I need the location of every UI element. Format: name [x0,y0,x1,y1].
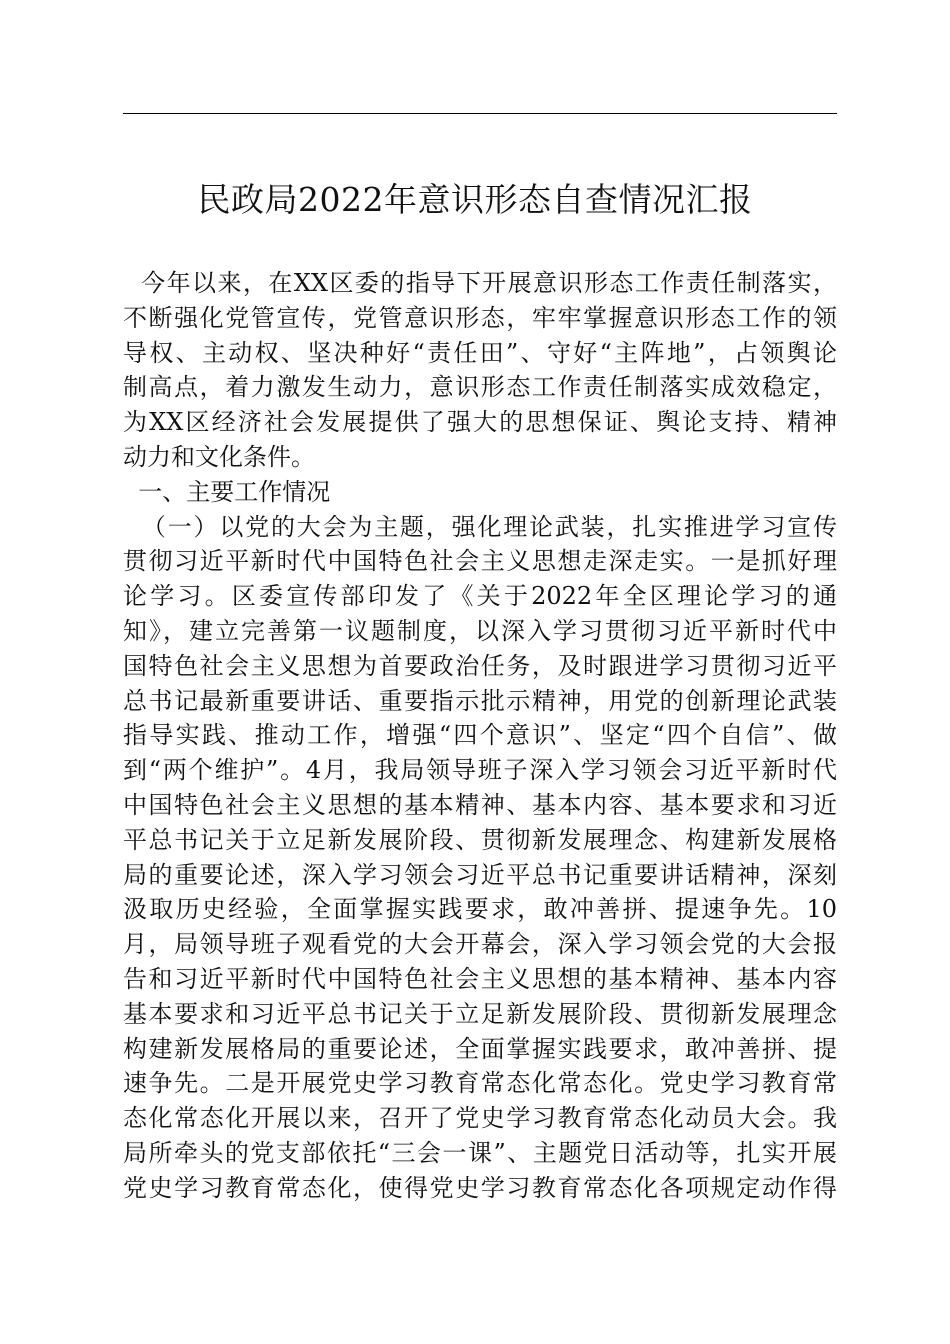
body-line: 态化常态化开展以来，召开了党史学习教育常态化动员大会。我 [123,1104,837,1133]
body-line: 构建新发展格局的重要论述，全面掌握实践要求，敢冲善拼、提 [123,1034,837,1063]
body-line: 月，局领导班子观看党的大会开幕会，深入学习领会党的大会报 [123,930,837,959]
body-line: 制高点，着力激发生动力，意识形态工作责任制落实成效稳定， [123,373,837,402]
body-line: 基本要求和习近平总书记关于立足新发展阶段、贯彻新发展理念 [123,999,837,1028]
body-line: 导权、主动权、坚决种好“责任田”、守好“主阵地”，占领舆论 [123,338,837,367]
body-line: 中国特色社会主义思想的基本精神、基本内容、基本要求和习近 [123,790,837,819]
body-line: 总书记最新重要讲话、重要指示批示精神，用党的创新理论武装 [123,686,837,715]
body-line: 局的重要论述，深入学习领会习近平总书记重要讲话精神，深刻 [123,860,837,889]
body-line: 不断强化党管宣传，党管意识形态，牢牢掌握意识形态工作的领 [123,303,837,332]
header-rule [123,113,837,114]
body-line: 论学习。区委宣传部印发了《关于2022年全区理论学习的通 [123,582,837,611]
document-body [123,266,837,1206]
body-line: 局所牵头的党支部依托“三会一课”、主题党日活动等，扎实开展 [123,1138,837,1167]
body-line: 知》，建立完善第一议题制度，以深入学习贯彻习近平新时代中 [123,616,837,645]
body-line: 国特色社会主义思想为首要政治任务，及时跟进学习贯彻习近平 [123,651,837,680]
body-line: 党史学习教育常态化，使得党史学习教育常态化各项规定动作得 [123,1173,837,1202]
body-line: 今年以来，在XX区委的指导下开展意识形态工作责任制落实， [123,269,837,297]
body-line: 速争先。二是开展党史学习教育常态化常态化。党史学习教育常 [123,1069,837,1098]
document-title: 民政局2022年意识形态自查情况汇报 [197,180,753,219]
body-line: 平总书记关于立足新发展阶段、贯彻新发展理念、构建新发展格 [123,825,837,854]
body-line: （一）以党的大会为主题，强化理论武装，扎实推进学习宣传 [123,512,837,541]
body-line: 指导实践、推动工作，增强“四个意识”、坚定“四个自信”、做 [123,721,837,750]
body-line: 贯彻习近平新时代中国特色社会主义思想走深走实。一是抓好理 [123,547,837,576]
body-line: 为XX区经济社会发展提供了强大的思想保证、舆论支持、精神 [123,408,837,437]
body-line: 动力和文化条件。 [123,442,315,471]
body-line: 一、主要工作情况 [123,477,331,506]
body-line: 到“两个维护”。4月，我局领导班子深入学习领会习近平新时代 [123,756,837,785]
body-line: 汲取历史经验，全面掌握实践要求，敢冲善拼、提速争先。10 [123,895,837,924]
body-line: 告和习近平新时代中国特色社会主义思想的基本精神、基本内容 [123,964,837,993]
